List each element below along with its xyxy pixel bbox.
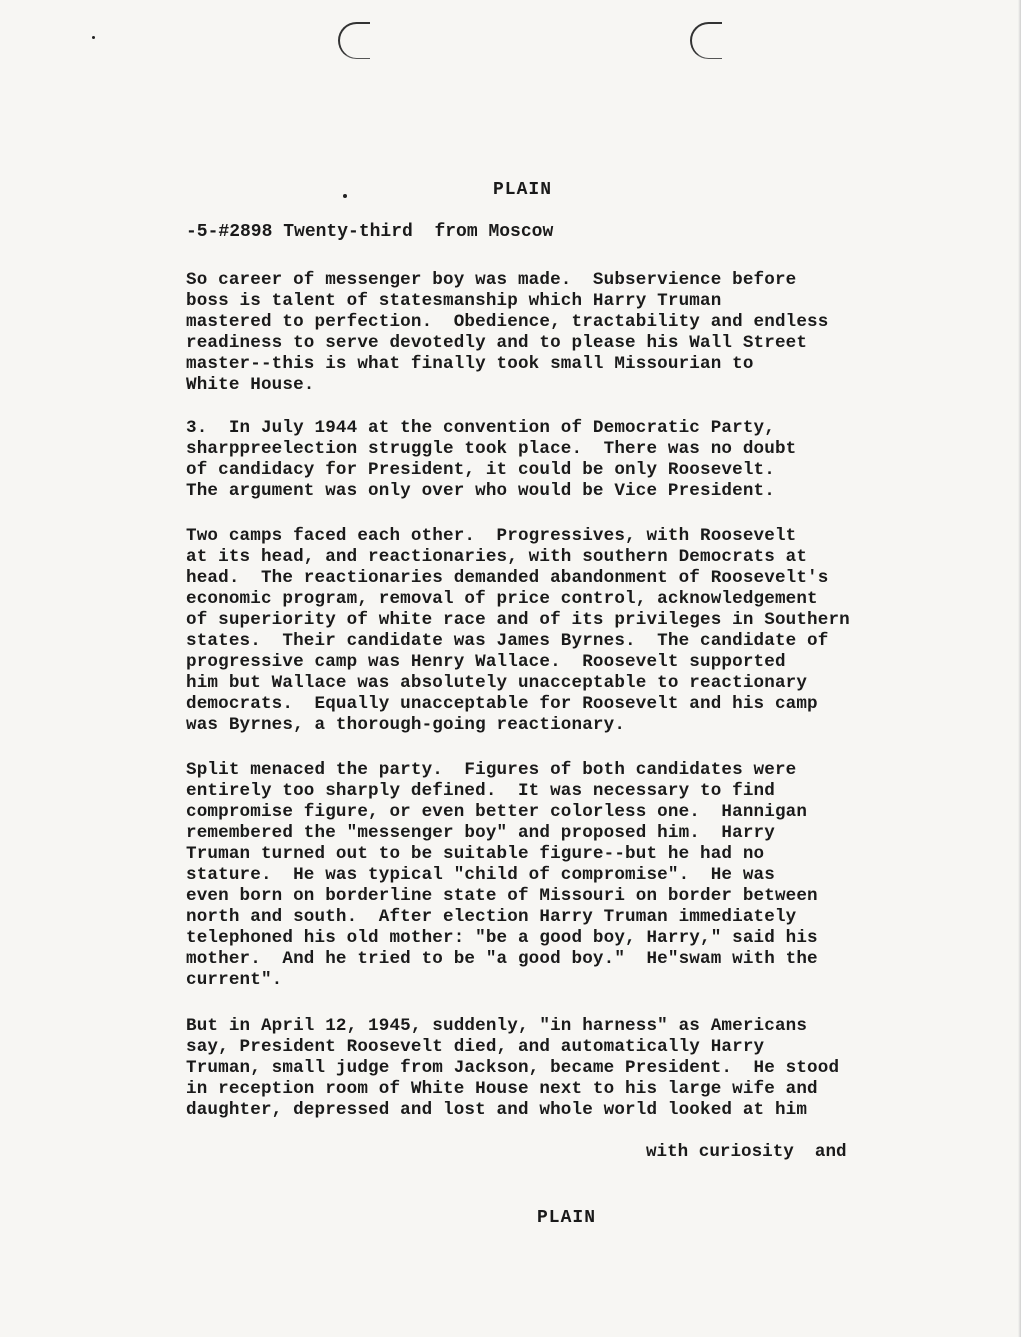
classification-bottom: PLAIN [536, 1208, 596, 1228]
text-line: telephoned his old mother: "be a good boy, Harry," said his [186, 928, 818, 948]
telegram-reference: -5-#2898 Twenty-third from Moscow [186, 222, 554, 242]
text-line: of candidacy for President, it could be only Roosevelt. [186, 460, 775, 480]
text-line: Two camps faced each other. Progressives, with Roosevelt [186, 526, 797, 546]
text-line: was Byrnes, a thorough-going reactionary. [186, 715, 626, 735]
paragraph-2 [186, 418, 986, 502]
paragraph-4 [186, 760, 986, 991]
text-line: him but Wallace was absolutely unacceptable to reactionary [186, 673, 808, 693]
text-line: So career of messenger boy was made. Subservience before [186, 270, 797, 290]
text-line: The argument was only over who would be Vice President. [186, 481, 775, 501]
scan-speck [92, 36, 95, 39]
text-line: remembered the "messenger boy" and proposed him. Harry [186, 823, 775, 843]
continuation-phrase: with curiosity and [646, 1142, 847, 1162]
text-line: democrats. Equally unacceptable for Roosevelt and his camp [186, 694, 818, 714]
text-line: north and south. After election Harry Truman immediately [186, 907, 797, 927]
text-line: economic program, removal of price control, acknowledgement [186, 589, 818, 609]
text-line: boss is talent of statesmanship which Harry Truman [186, 291, 722, 311]
text-line: readiness to serve devotedly and to please his Wall Street [186, 333, 808, 353]
text-line: White House. [186, 375, 315, 395]
text-line: head. The reactionaries demanded abandonment of Roosevelt's [186, 568, 829, 588]
text-line: master--this is what finally took small Missourian to [186, 354, 754, 374]
text-line: stature. He was typical "child of compromise". He was [186, 865, 775, 885]
text-line: daughter, depressed and lost and whole world looked at him [186, 1100, 808, 1120]
text-line: even born on borderline state of Missouri on border between [186, 886, 818, 906]
text-line: of superiority of white race and of its privileges in Southern [186, 610, 850, 630]
punch-hole-left [338, 22, 370, 59]
paragraph-5 [186, 1016, 986, 1121]
paragraph-1 [186, 270, 986, 396]
text-line: entirely too sharply defined. It was necessary to find [186, 781, 775, 801]
text-line: sharppreelection struggle took place. There was no doubt [186, 439, 797, 459]
text-line: Truman, small judge from Jackson, became President. He stood [186, 1058, 840, 1078]
classification-top: PLAIN [492, 180, 552, 200]
text-line: states. Their candidate was James Byrnes. The candidate of [186, 631, 829, 651]
text-line: mother. And he tried to be "a good boy." He"swam with the [186, 949, 818, 969]
text-line: Truman turned out to be suitable figure--but he had no [186, 844, 765, 864]
text-line: at its head, and reactionaries, with southern Democrats at [186, 547, 808, 567]
text-line: in reception room of White House next to his large wife and [186, 1079, 818, 1099]
paragraph-3 [186, 526, 986, 736]
text-line: say, President Roosevelt died, and automatically Harry [186, 1037, 765, 1057]
text-line: progressive camp was Henry Wallace. Roosevelt supported [186, 652, 786, 672]
text-line: 3. In July 1944 at the convention of Democratic Party, [186, 418, 775, 438]
text-line: But in April 12, 1945, suddenly, "in harness" as Americans [186, 1016, 808, 1036]
text-line: mastered to perfection. Obedience, tractability and endless [186, 312, 829, 332]
punch-hole-right [690, 22, 722, 59]
text-line: current". [186, 970, 283, 990]
text-line: Split menaced the party. Figures of both candidates were [186, 760, 797, 780]
text-line: compromise figure, or even better colorless one. Hannigan [186, 802, 808, 822]
